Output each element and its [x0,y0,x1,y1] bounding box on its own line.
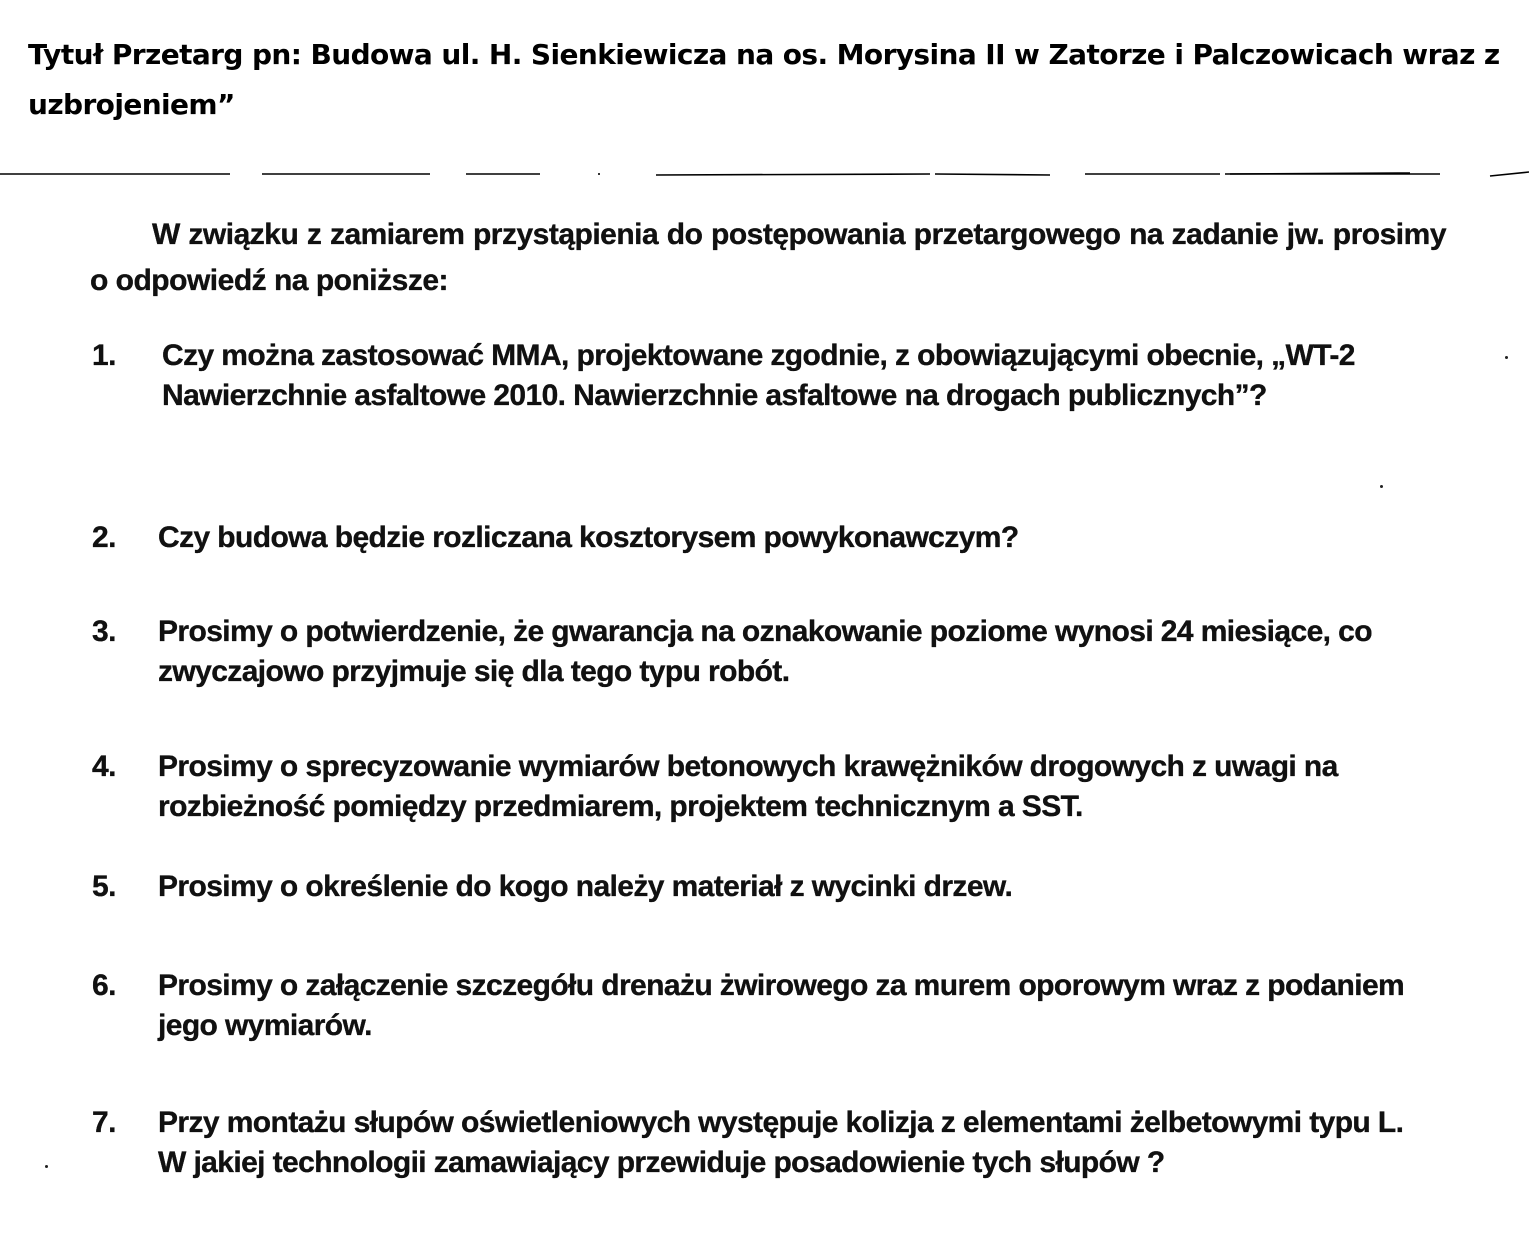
question-number: 6. [92,969,116,1002]
question-text: Prosimy o potwierdzenie, że gwarancja na oznakowanie poziome wynosi 24 miesiące, co zwyczajowo przyjmuje się dla tego typu robót. [158,615,1372,688]
question-text: Prosimy o sprecyzowanie wymiarów betonowych krawężników drogowych z uwagi na rozbieżność pomiędzy przedmiarem, projektem technicznym a SST. [158,750,1338,823]
question-item-1 [92,336,1452,416]
question-number: 7. [92,1106,116,1139]
scan-speck [45,1165,48,1168]
question-number: 1. [92,339,116,372]
question-text: Prosimy o określenie do kogo należy materiał z wycinki drzew. [158,870,1013,903]
scan-speck [1505,356,1508,359]
question-text: Przy montażu słupów oświetleniowych występuje kolizja z elementami żelbetowymi typu L. W jakiej technologii zamawiający przewiduje posadowienie tych słupów ? [158,1106,1404,1179]
question-text: Prosimy o załączenie szczegółu drenażu żwirowego za murem oporowym wraz z podaniem jego wymiarów. [158,969,1405,1042]
question-item-6 [92,966,1452,1046]
scan-speck [1380,485,1383,488]
question-item-2 [92,518,1452,558]
question-text: Czy budowa będzie rozliczana kosztorysem powykonawczym? [158,521,1019,554]
intro-paragraph: W związku z zamiarem przystąpienia do postępowania przetargowego na zadanie jw. prosimy o odpowiedź na poniższe: [90,218,1446,297]
question-item-5 [92,867,1452,907]
separator-rule [0,170,1529,180]
question-number: 4. [92,750,116,783]
question-item-7 [92,1103,1452,1183]
question-number: 3. [92,615,116,648]
question-number: 5. [92,870,116,903]
document-title: Tytuł Przetarg pn: Budowa ul. H. Sienkiewicza na os. Morysina II w Zatorze i Palczowicach wraz z uzbrojeniem” [28,38,1500,121]
question-item-3 [92,612,1452,692]
question-text: Czy można zastosować MMA, projektowane zgodnie, z obowiązującymi obecnie, „WT-2 Nawierzchnie asfaltowe 2010. Nawierzchnie asfaltowe na drogach publicznych”? [162,339,1355,412]
question-number: 2. [92,521,116,554]
question-item-4 [92,747,1452,827]
